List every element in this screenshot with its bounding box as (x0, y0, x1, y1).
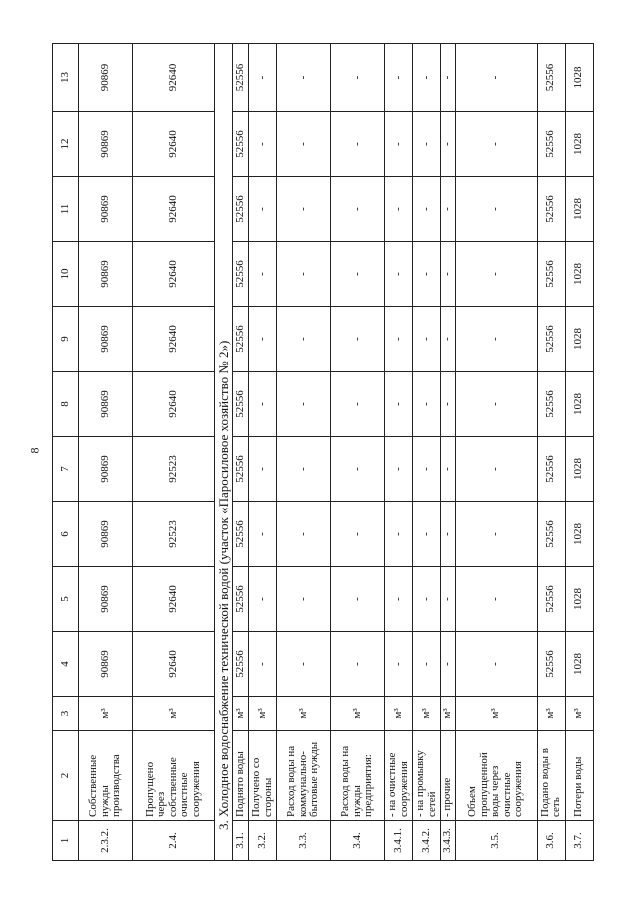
row-number: 3.3. (277, 821, 331, 861)
row-name: Пропущено через собственные очистные сооружения (133, 731, 215, 821)
section-row (215, 44, 233, 861)
value-cell: 1028 (565, 632, 593, 697)
value-cell: - (277, 177, 331, 242)
value-cell: - (385, 177, 413, 242)
value-cell: 52556 (537, 372, 565, 437)
value-cell: 52556 (233, 567, 249, 632)
value-cell: - (441, 372, 456, 437)
value-cell: 90869 (79, 112, 133, 177)
value-cell: - (441, 502, 456, 567)
value-cell: - (413, 502, 441, 567)
row-name: Потери воды (565, 731, 593, 821)
column-header: 12 (53, 112, 79, 177)
value-cell: - (385, 242, 413, 307)
value-cell: - (249, 632, 277, 697)
section-title: 3. Холодное водоснабжение технической водой (участок «Паросиловое хозяйство № 2») (215, 44, 233, 861)
value-cell: 90869 (79, 502, 133, 567)
table-row (565, 44, 593, 861)
value-cell: 90869 (79, 632, 133, 697)
table-row (277, 44, 331, 861)
value-cell: 92640 (133, 632, 215, 697)
value-cell: 52556 (233, 177, 249, 242)
value-cell: - (441, 307, 456, 372)
value-cell: - (277, 437, 331, 502)
value-cell: 52556 (233, 307, 249, 372)
value-cell: - (413, 242, 441, 307)
value-cell: 1028 (565, 177, 593, 242)
value-cell: 1028 (565, 502, 593, 567)
row-unit: м³ (249, 697, 277, 731)
table-row (441, 44, 456, 861)
table-row (79, 44, 133, 861)
value-cell: 90869 (79, 242, 133, 307)
value-cell: - (441, 112, 456, 177)
value-cell: 52556 (537, 242, 565, 307)
value-cell: 90869 (79, 567, 133, 632)
value-cell: 92640 (133, 112, 215, 177)
value-cell: - (385, 437, 413, 502)
row-unit: м³ (455, 697, 537, 731)
value-cell: - (277, 502, 331, 567)
column-header: 5 (53, 567, 79, 632)
value-cell: - (277, 44, 331, 112)
page-number: 8 (27, 447, 42, 454)
value-cell: 52556 (233, 44, 249, 112)
value-cell: - (441, 567, 456, 632)
value-cell: - (455, 632, 537, 697)
value-cell: 52556 (233, 372, 249, 437)
row-unit: м³ (441, 697, 456, 731)
value-cell: - (249, 437, 277, 502)
value-cell: 92640 (133, 242, 215, 307)
value-cell: 52556 (233, 112, 249, 177)
row-unit: м³ (277, 697, 331, 731)
value-cell: - (331, 307, 385, 372)
row-number: 3.5. (455, 821, 537, 861)
value-cell: - (413, 44, 441, 112)
value-cell: 52556 (537, 44, 565, 112)
row-unit: м³ (331, 697, 385, 731)
value-cell: - (249, 567, 277, 632)
value-cell: - (331, 372, 385, 437)
value-cell: - (455, 307, 537, 372)
value-cell: - (413, 632, 441, 697)
row-number: 3.7. (565, 821, 593, 861)
row-unit: м³ (79, 697, 133, 731)
value-cell: - (455, 437, 537, 502)
row-unit: м³ (385, 697, 413, 731)
value-cell: - (277, 112, 331, 177)
column-header: 10 (53, 242, 79, 307)
value-cell: 52556 (537, 112, 565, 177)
value-cell: - (331, 567, 385, 632)
value-cell: 92640 (133, 372, 215, 437)
row-number: 2.4. (133, 821, 215, 861)
value-cell: - (249, 177, 277, 242)
column-header: 8 (53, 372, 79, 437)
row-name: - на промывку сетей (413, 731, 441, 821)
value-cell: - (249, 372, 277, 437)
column-header: 2 (53, 731, 79, 821)
value-cell: 52556 (537, 307, 565, 372)
value-cell: - (277, 567, 331, 632)
column-header: 11 (53, 177, 79, 242)
row-number: 3.4.1. (385, 821, 413, 861)
value-cell: - (413, 567, 441, 632)
value-cell: 1028 (565, 112, 593, 177)
row-name: Расход воды на коммунально-бытовые нужды (277, 731, 331, 821)
value-cell: - (277, 242, 331, 307)
value-cell: 90869 (79, 372, 133, 437)
value-cell: - (331, 632, 385, 697)
value-cell: 1028 (565, 437, 593, 502)
value-cell: 52556 (537, 437, 565, 502)
value-cell: - (331, 112, 385, 177)
column-header: 7 (53, 437, 79, 502)
table-row (249, 44, 277, 861)
value-cell: 1028 (565, 567, 593, 632)
table-row (537, 44, 565, 861)
value-cell: 90869 (79, 307, 133, 372)
value-cell: 52556 (233, 632, 249, 697)
value-cell: - (277, 372, 331, 437)
row-unit: м³ (413, 697, 441, 731)
value-cell: 52556 (537, 567, 565, 632)
table-row (455, 44, 537, 861)
value-cell: 52556 (537, 632, 565, 697)
value-cell: 1028 (565, 307, 593, 372)
value-cell: - (413, 437, 441, 502)
value-cell: - (455, 502, 537, 567)
row-unit: м³ (233, 697, 249, 731)
value-cell: - (277, 307, 331, 372)
row-name: Подано воды в сеть (537, 731, 565, 821)
table-row (413, 44, 441, 861)
value-cell: - (385, 567, 413, 632)
value-cell: - (455, 567, 537, 632)
value-cell: - (331, 44, 385, 112)
column-header: 1 (53, 821, 79, 861)
row-number: 3.1. (233, 821, 249, 861)
value-cell: - (249, 307, 277, 372)
column-header: 9 (53, 307, 79, 372)
value-cell: - (413, 372, 441, 437)
value-cell: - (441, 242, 456, 307)
value-cell: - (385, 307, 413, 372)
table-row (385, 44, 413, 861)
value-cell: 92640 (133, 307, 215, 372)
row-name: Собственные нужды производства (79, 731, 133, 821)
value-cell: 90869 (79, 44, 133, 112)
value-cell: - (441, 177, 456, 242)
value-cell: - (385, 112, 413, 177)
table-row (331, 44, 385, 861)
value-cell: - (249, 44, 277, 112)
row-name: Расход воды на нужды предприятия: (331, 731, 385, 821)
value-cell: - (413, 112, 441, 177)
row-name: Получено со стороны (249, 731, 277, 821)
table-row (133, 44, 215, 861)
row-number: 2.3.2. (79, 821, 133, 861)
value-cell: 52556 (233, 437, 249, 502)
value-cell: 1028 (565, 372, 593, 437)
value-cell: - (331, 437, 385, 502)
value-cell: - (385, 44, 413, 112)
value-cell: - (385, 632, 413, 697)
row-unit: м³ (537, 697, 565, 731)
column-header: 6 (53, 502, 79, 567)
row-name: Объем пропущенной воды через очистные сооружения (455, 731, 537, 821)
value-cell: - (277, 632, 331, 697)
value-cell: 92640 (133, 177, 215, 242)
row-name: - на очистные сооружения (385, 731, 413, 821)
value-cell: - (331, 177, 385, 242)
value-cell: - (455, 372, 537, 437)
value-cell: - (249, 112, 277, 177)
value-cell: - (441, 437, 456, 502)
value-cell: - (413, 307, 441, 372)
value-cell: 52556 (233, 502, 249, 567)
value-cell: 52556 (537, 502, 565, 567)
value-cell: - (385, 502, 413, 567)
value-cell: - (455, 112, 537, 177)
column-header: 13 (53, 44, 79, 112)
value-cell: - (249, 502, 277, 567)
value-cell: - (413, 177, 441, 242)
value-cell: - (455, 177, 537, 242)
value-cell: - (249, 242, 277, 307)
value-cell: 1028 (565, 242, 593, 307)
value-cell: - (455, 242, 537, 307)
row-unit: м³ (565, 697, 593, 731)
row-number: 3.2. (249, 821, 277, 861)
value-cell: - (441, 44, 456, 112)
value-cell: 92640 (133, 44, 215, 112)
row-name: - прочие (441, 731, 456, 821)
value-cell: 90869 (79, 177, 133, 242)
table-row (233, 44, 249, 861)
column-header: 3 (53, 697, 79, 731)
value-cell: - (455, 44, 537, 112)
value-cell: - (331, 242, 385, 307)
value-cell: - (385, 372, 413, 437)
value-cell: - (331, 502, 385, 567)
value-cell: 92523 (133, 437, 215, 502)
value-cell: 52556 (537, 177, 565, 242)
column-header: 4 (53, 632, 79, 697)
value-cell: 52556 (233, 242, 249, 307)
value-cell: - (441, 632, 456, 697)
value-cell: 92523 (133, 502, 215, 567)
value-cell: 1028 (565, 44, 593, 112)
value-cell: 90869 (79, 437, 133, 502)
row-number: 3.6. (537, 821, 565, 861)
value-cell: 92640 (133, 567, 215, 632)
header-row (53, 44, 79, 861)
row-number: 3.4.3. (441, 821, 456, 861)
row-name: Поднято воды (233, 731, 249, 821)
row-unit: м³ (133, 697, 215, 731)
water-balance-table (52, 43, 594, 861)
row-number: 3.4.2. (413, 821, 441, 861)
row-number: 3.4. (331, 821, 385, 861)
